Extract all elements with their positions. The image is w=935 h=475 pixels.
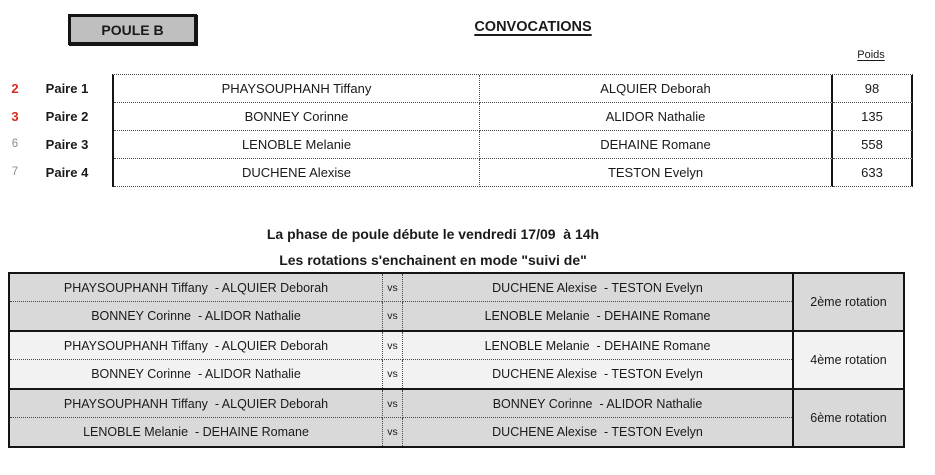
player1-cell: LENOBLE Melanie <box>114 131 480 159</box>
poule-label: POULE B <box>101 21 164 38</box>
poids-cell: 98 <box>833 75 913 103</box>
pairs-table <box>112 74 913 187</box>
row-number: 6 <box>11 138 19 150</box>
note-rotation-mode: Les rotations s'enchainent en mode "suivi de" <box>279 252 587 268</box>
row-number: 7 <box>11 166 19 178</box>
match-right-cell: LENOBLE Melanie - DEHAINE Romane <box>484 309 711 323</box>
player2-cell: ALQUIER Deborah <box>480 75 833 103</box>
note-start-time: La phase de poule débute le vendredi 17/09 à 14h <box>266 226 600 242</box>
match-left-cell: PHAYSOUPHANH Tiffany - ALQUIER Deborah <box>10 274 382 302</box>
page-title: CONVOCATIONS <box>474 19 592 35</box>
poids-column-header: Poids <box>857 49 885 61</box>
rotation-group <box>10 332 903 390</box>
rotation-label-cell: 2ème rotation <box>792 274 903 330</box>
gutter-row <box>0 74 112 102</box>
row-number: 3 <box>11 108 19 124</box>
rotation-label-cell: 6ème rotation <box>792 390 903 446</box>
poids-cell: 558 <box>833 131 913 159</box>
poids-cell: 135 <box>833 103 913 131</box>
pair-label: Paire 1 <box>45 80 89 96</box>
player1-cell: PHAYSOUPHANH Tiffany <box>114 75 480 103</box>
player2-cell: DEHAINE Romane <box>480 131 833 159</box>
pairs-gutter <box>0 74 112 186</box>
match-right-cell: DUCHENE Alexise - TESTON Evelyn <box>492 425 703 439</box>
match-left-cell: BONNEY Corinne - ALIDOR Nathalie <box>91 367 301 381</box>
gutter-row <box>0 158 112 186</box>
player2-cell: ALIDOR Nathalie <box>480 103 833 131</box>
rotations-table <box>8 272 905 448</box>
pair-label: Paire 2 <box>45 108 89 124</box>
poids-cell: 633 <box>833 159 913 187</box>
vs-label: vs <box>382 390 403 418</box>
row-number: 2 <box>11 80 19 96</box>
pair-label: Paire 4 <box>45 164 89 180</box>
rotation-group <box>10 274 903 332</box>
player1-cell: BONNEY Corinne <box>114 103 480 131</box>
rotation-group <box>10 390 903 446</box>
vs-label: vs <box>382 418 403 446</box>
player2-cell: TESTON Evelyn <box>480 159 833 187</box>
rotation-label-cell: 4ème rotation <box>792 332 903 388</box>
gutter-row <box>0 130 112 158</box>
match-right-cell: DUCHENE Alexise - TESTON Evelyn <box>492 367 703 381</box>
player1-cell: DUCHENE Alexise <box>114 159 480 187</box>
match-left-cell: PHAYSOUPHANH Tiffany - ALQUIER Deborah <box>10 390 382 418</box>
vs-label: vs <box>382 332 403 360</box>
poule-label-box <box>68 14 197 45</box>
pair-label: Paire 3 <box>45 136 89 152</box>
match-left-cell: LENOBLE Melanie - DEHAINE Romane <box>83 425 309 439</box>
match-left-cell: BONNEY Corinne - ALIDOR Nathalie <box>91 309 301 323</box>
match-right-cell: DUCHENE Alexise - TESTON Evelyn <box>403 274 792 302</box>
vs-label: vs <box>382 274 403 302</box>
match-left-cell: PHAYSOUPHANH Tiffany - ALQUIER Deborah <box>10 332 382 360</box>
gutter-row <box>0 102 112 130</box>
vs-label: vs <box>382 302 403 330</box>
match-right-cell: BONNEY Corinne - ALIDOR Nathalie <box>403 390 792 418</box>
vs-label: vs <box>382 360 403 388</box>
match-right-cell: LENOBLE Melanie - DEHAINE Romane <box>403 332 792 360</box>
